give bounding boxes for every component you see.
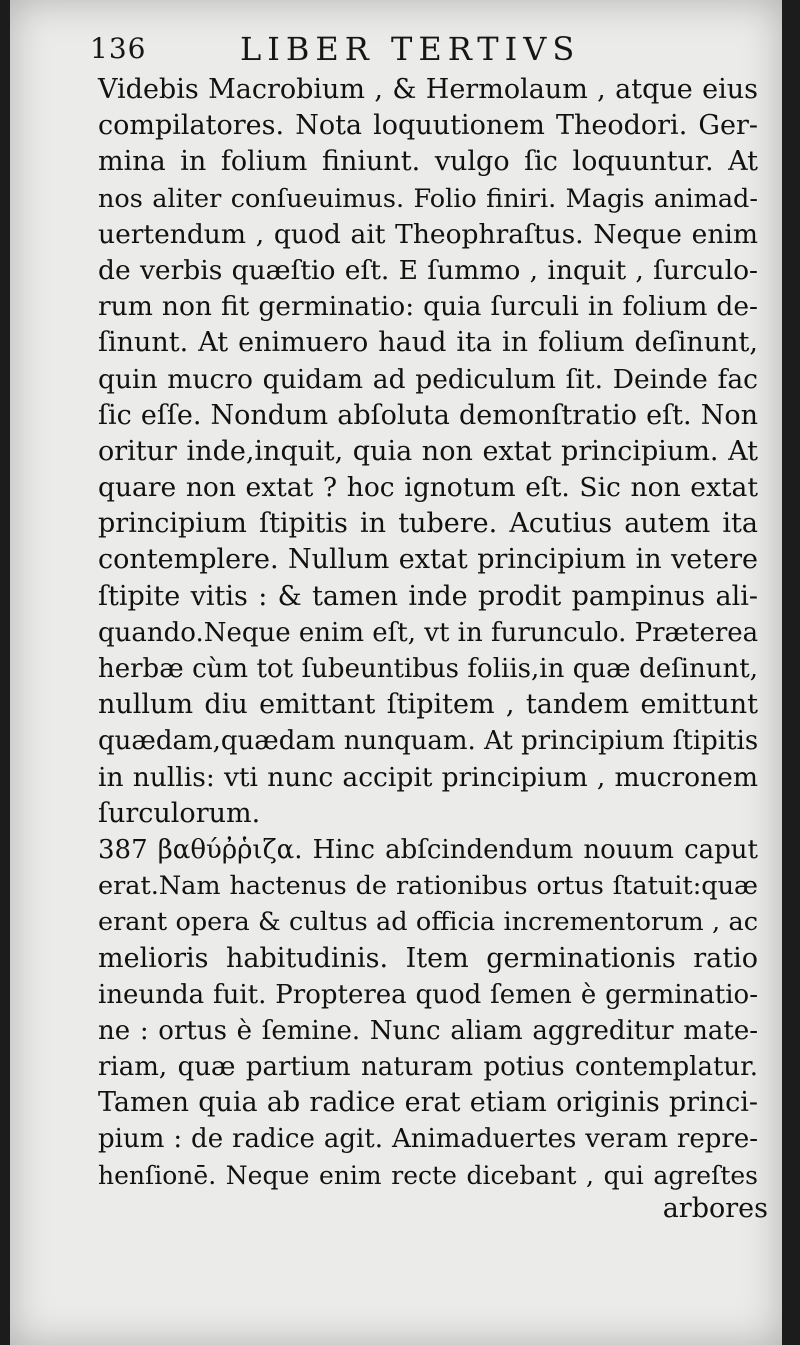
text-line: ne : ortus è ſemine. Nunc aliam aggreditur mate-	[98, 1015, 758, 1046]
text-line: nullum diu emittant ſtipitem , tandem emittunt	[98, 689, 758, 721]
running-head: LIBER TERTIVS	[240, 30, 581, 68]
book-page	[10, 0, 782, 1345]
text-line: Tamen quia ab radice erat etiam originis princi-	[98, 1087, 758, 1119]
text-line: quare non extat ? hoc ignotum eſt. Sic non extat	[98, 472, 758, 504]
text-line: rum non fit germinatio: quia ſurculi in folium de-	[98, 291, 758, 323]
text-line: melioris habitudinis. Item germinationis ratio	[98, 942, 758, 974]
note-387-line: 387 βαθύῤῥιζα. Hinc abſcindendum nouum caput	[98, 834, 758, 865]
text-line: ſtipite vitis : & tamen inde prodit pampinus ali-	[98, 580, 758, 612]
text-line: pium : de radice agit. Animaduertes veram repre-	[98, 1124, 758, 1155]
text-line: quædam,quædam nunquam. At principium ſtipitis	[98, 726, 759, 757]
catchword: arbores	[662, 1193, 768, 1224]
page-number: 136	[90, 32, 147, 65]
text-line: quando.Neque enim eſt, vt in furunculo. Præterea	[98, 617, 759, 648]
body-text	[98, 72, 758, 1194]
text-line: in nullis: vti nunc accipit principium , mucronem	[98, 761, 758, 793]
text-line: quin mucro quidam ad pediculum ſit. Deinde fac	[98, 363, 758, 395]
text-line: henſionē. Neque enim recte dicebant , qui agreſtes	[98, 1160, 758, 1190]
text-line: mina in folium finiunt. vulgo ſic loquuntur. At	[98, 146, 758, 178]
text-line: oritur inde,inquit, quia non extat principium. At	[98, 435, 758, 467]
text-line: principium ſtipitis in tubere. Acutius autem ita	[98, 508, 758, 540]
text-line: ineunda fuit. Propterea quod ſemen è germinatio-	[98, 979, 758, 1010]
page-header	[90, 30, 742, 72]
text-line: uertendum , quod ait Theophraſtus. Neque enim	[98, 218, 758, 250]
text-line: contemplere. Nullum extat principium in vetere	[98, 544, 758, 576]
text-line: herbæ cùm tot ſubeuntibus foliis,in quæ deſinunt,	[98, 654, 758, 684]
text-line: erat.Nam hactenus de rationibus ortus ſtatuit:quæ	[98, 871, 758, 902]
text-line: compilatores. Nota loquutionem Theodori. Ger-	[98, 110, 758, 142]
paragraph-end-line: ſurculorum.	[98, 797, 261, 829]
text-line: de verbis quæſtio eſt. E ſummo , inquit , ſurculo-	[98, 254, 758, 286]
text-line: erant opera & cultus ad officia incrementorum , ac	[98, 907, 758, 938]
text-line: Videbis Macrobium , & Hermolaum , atque eius	[98, 74, 758, 105]
text-line: riam, quæ partium naturam potius contemplatur.	[98, 1052, 758, 1083]
text-line: ſic eſſe. Nondum abſoluta demonſtratio eſt. Non	[98, 399, 758, 431]
text-line: nos aliter conſueuimus. Folio finiri. Magis animad-	[98, 183, 758, 214]
text-line: ſinunt. At enimuero haud ita in folium deſinunt,	[98, 327, 758, 359]
